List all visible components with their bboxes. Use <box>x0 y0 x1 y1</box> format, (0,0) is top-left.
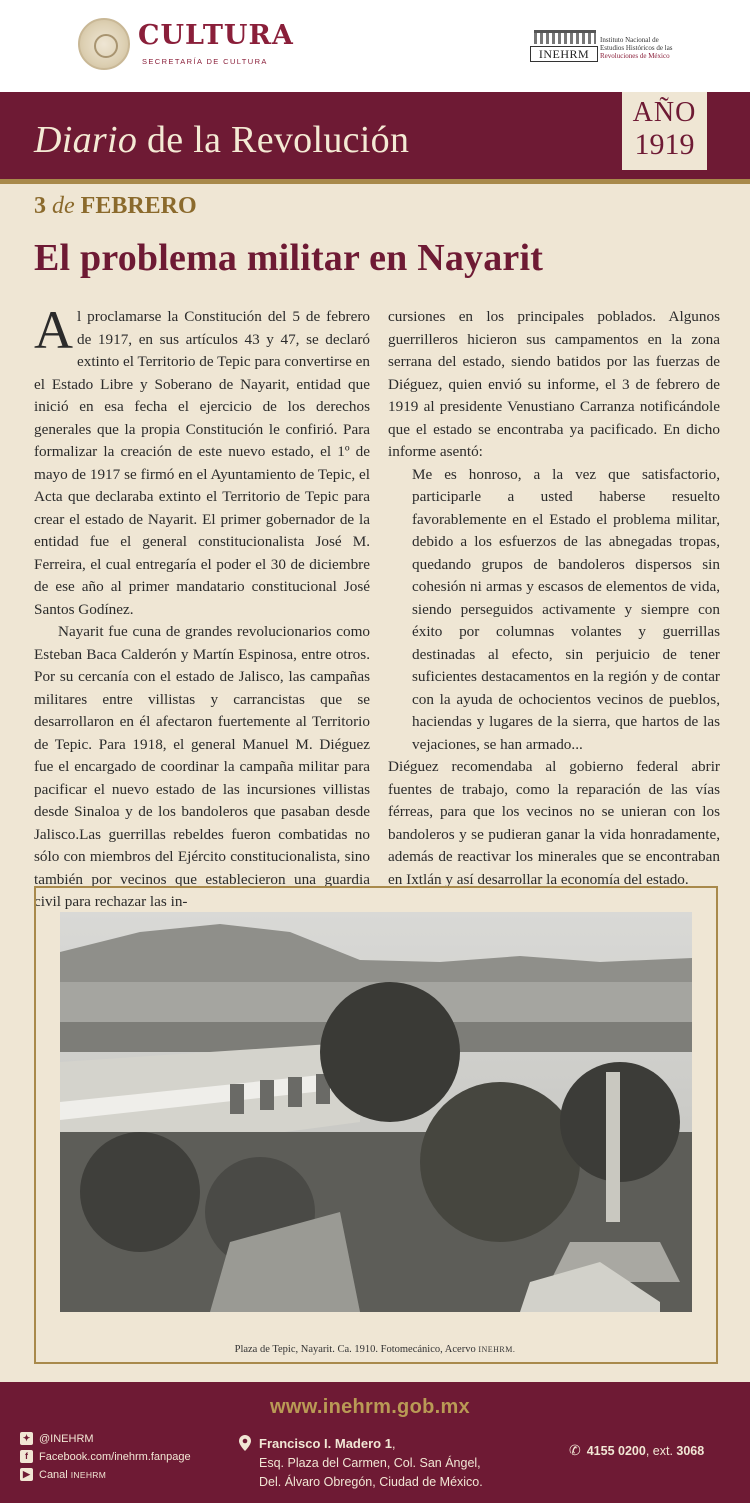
org-subtitle: SECRETARÍA DE CULTURA <box>142 57 268 66</box>
paragraph-3: cursiones en los principales poblados. Algunos guerrilleros hicieron sus campamentos en la zona serrana del estado, siendo batidos por las fuerzas de Diéguez, quien envió su informe, el 3 de febrero de 1919 al presidente Venustiano Carranza notificándole que el estado se encontraba ya pacificado. En dicho informe asentó: <box>388 308 720 460</box>
article-column-right <box>388 306 720 891</box>
inehrm-name-line2: Estudios Históricos de las <box>600 44 673 52</box>
year-box <box>622 92 707 170</box>
block-quote: Me es honroso, a la vez que satisfactorio, participarle a usted haberse resuelto favorablemente en el Estado el problema militar, debido a los esfuerzos de las abnegadas tropas, quedando grupos de bandoleros dispersos sin cohesión ni armas y escasos de elementos de vida, siendo perseguidos activamente y siempre con éxito por columnas volantes y guerrillas destinadas al efecto, sin perjuicio de tener suficientes destacamentos en la región y de contar con la ayuda de ochocientos vecinos de pueblos, haciendas y lugares de la sierra, que hartos de las vejaciones, se han armado... <box>412 465 720 753</box>
article-headline: El problema militar en Nayarit <box>34 237 544 279</box>
banner-title-italic: Diario <box>34 119 138 161</box>
drop-cap: A <box>34 300 73 360</box>
map-pin-icon <box>239 1435 251 1451</box>
youtube-icon: ▶ <box>20 1468 33 1481</box>
year-value: 1919 <box>634 128 695 161</box>
org-title: CULTURA <box>138 20 294 51</box>
phone-contact[interactable] <box>569 1442 704 1459</box>
twitter-icon: ✦ <box>20 1432 33 1445</box>
twitter-handle: @INEHRM <box>39 1432 94 1445</box>
phone-icon: ✆ <box>569 1442 581 1458</box>
banner-title <box>34 118 409 162</box>
paragraph-1-text: l proclamarse la Constitución del 5 de febrero de 1917, en sus artículos 43 y 47, se declaró extinto el Territorio de Tepic para convertirse en el Estado Libre y Soberano de Nayarit, entidad que inició en esa fecha el ejercicio de los derechos generales que la propia Constitución le confirió. Para formalizar la creación de este nuevo estado, el 1º de mayo de 1917 se firmó en el Ayuntamiento de Tepic, el Acta que declaraba extinto el Territorio de Tepic para crear el estado de Nayarit. El primer gobernador de la entidad fue el general constitucionalista José M. Ferreira, el cual entregaría el poder el 30 de diciembre de ese año al primer mandatario constitucional José Santos Godínez. <box>34 308 370 618</box>
inehrm-building-icon <box>534 30 596 44</box>
paragraph-4: Diéguez recomendaba al gobierno federal abrir fuentes de trabajo, como la reparación de las vías férreas, para que los vecinos no se unieran con los bandoleros y se pudieran ganar la vida honradamente, además de reactivar los minerales que se encontraban en Ixtlán y así desarrollar la economía del estado. <box>388 758 720 888</box>
address-title: Francisco I. Madero 1 <box>259 1436 392 1451</box>
plaza-photo-image <box>60 912 692 1312</box>
address-block <box>259 1434 483 1492</box>
article-column-left <box>34 300 370 914</box>
inehrm-logo-text: INEHRM <box>530 46 598 62</box>
caption-main: Plaza de Tepic, Nayarit. Ca. 1910. Fotomecánico, Acervo <box>234 1344 479 1355</box>
phone-number: 4155 0200 <box>586 1444 646 1458</box>
website-link[interactable]: www.inehrm.gob.mx <box>270 1396 470 1418</box>
address-line-2: Esq. Plaza del Carmen, Col. San Ángel, <box>259 1456 481 1470</box>
youtube-prefix: Canal <box>39 1468 68 1481</box>
facebook-link[interactable] <box>20 1450 191 1463</box>
youtube-channel: INEHRM <box>70 1469 107 1480</box>
date-day: 3 <box>34 193 46 219</box>
seal-icon <box>78 18 130 70</box>
banner-title-rest: de la Revolución <box>137 119 410 161</box>
inehrm-name-line1: Instituto Nacional de <box>600 36 659 44</box>
paragraph-1 <box>34 300 370 621</box>
phone-ext-label: , ext. <box>645 1444 677 1458</box>
date-de: de <box>52 193 75 219</box>
phone-ext: 3068 <box>676 1444 705 1458</box>
youtube-link[interactable] <box>20 1468 106 1481</box>
date-month: FEBRERO <box>80 193 197 219</box>
twitter-link[interactable] <box>20 1432 94 1445</box>
facebook-url: Facebook.com/inehrm.fanpage <box>39 1450 191 1463</box>
address-line-1 <box>259 1434 483 1454</box>
address-comma: , <box>391 1437 396 1451</box>
historic-photo <box>60 912 692 1312</box>
facebook-icon: f <box>20 1450 33 1463</box>
year-label: AÑO <box>632 97 697 128</box>
article-date <box>34 193 197 220</box>
caption-source: INEHRM. <box>478 1345 516 1354</box>
address-line-3: Del. Álvaro Obregón, Ciudad de México. <box>259 1475 483 1489</box>
inehrm-name-line3: Revoluciones de México <box>600 52 670 60</box>
paragraph-2: Nayarit fue cuna de grandes revolucionarios como Esteban Baca Calderón y Martín Espinosa, entre otros. Por su cercanía con el estado de Jalisco, las campañas militares entre villistas y carrancistas que se desarrollaron en él afectaron fuertemente al Territorio de Tepic. Para 1918, el general Manuel M. Diéguez fue el encargado de coordinar la campaña militar para pacificar el nuevo estado de las incursiones villistas desde Sinaloa y de los bandoleros que pasaban desde Jalisco.Las guerrillas rebeldes fueron combatidas no sólo con miembros del Ejército constitucionalista, sino también por vecinos que establecieron una guardia civil para rechazar las in- <box>34 623 370 910</box>
photo-caption <box>0 1344 750 1355</box>
